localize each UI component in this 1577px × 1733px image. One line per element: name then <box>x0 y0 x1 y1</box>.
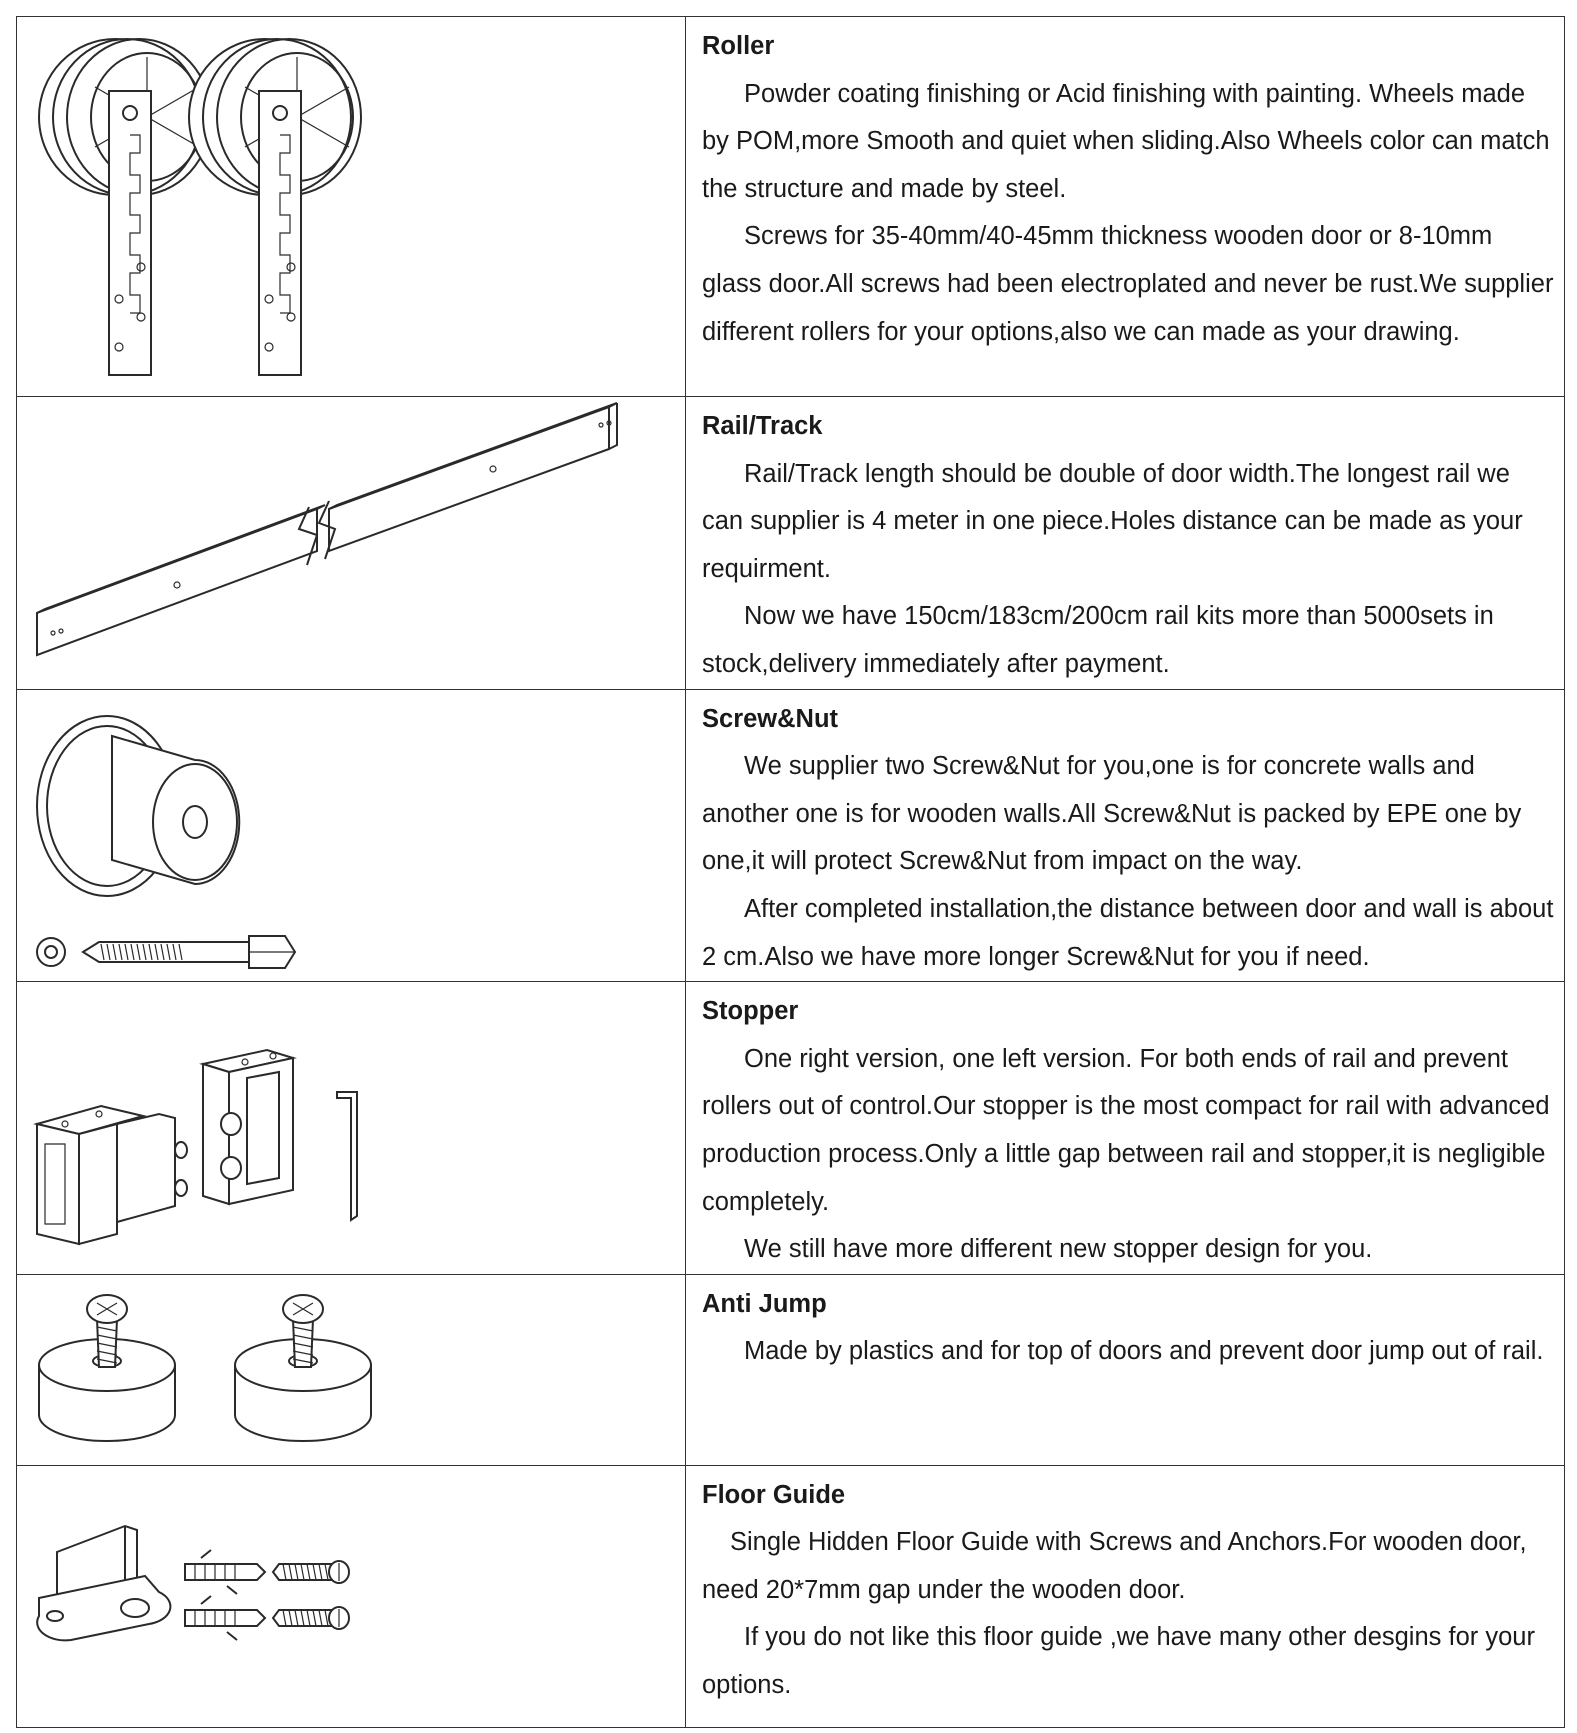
roller-paragraph-2: Screws for 35-40mm/40-45mm thickness wooden door or 8-10mm glass door.All screws had been electroplated and never be rust.We supplier different rollers for your options,also we can made as your drawing. <box>702 222 1554 346</box>
roller-picture-cell <box>17 17 686 397</box>
row-floor-guide <box>17 1465 1565 1727</box>
floor-guide-drawing <box>17 1466 685 1728</box>
screw-nut-title: Screw&Nut <box>702 704 839 733</box>
floor-guide-picture-cell <box>17 1465 686 1727</box>
anti-jump-paragraph-1: Made by plastics and for top of doors and prevent door jump out of rail. <box>744 1337 1544 1366</box>
rail-paragraph-1: Rail/Track length should be double of door width.The longest rail we can supplier is 4 meter in one piece.Holes distance can be made as your requirment. <box>702 459 1523 583</box>
screw-nut-drawing <box>17 690 685 977</box>
row-roller <box>17 17 1565 397</box>
row-screw-nut <box>17 689 1565 982</box>
roller-paragraph-1: Powder coating finishing or Acid finishing with painting. Wheels made by POM,more Smooth and quiet when sliding.Also Wheels color can match the structure and made by steel. <box>702 79 1550 203</box>
roller-drawing <box>17 17 685 397</box>
rail-drawing <box>17 397 685 683</box>
floor-guide-paragraph-1: Single Hidden Floor Guide with Screws and Anchors.For wooden door, need 20*7mm gap under the wooden door. <box>702 1528 1527 1604</box>
row-anti-jump <box>17 1274 1565 1465</box>
anti-jump-description <box>686 1274 1565 1465</box>
screw-nut-picture-cell <box>17 689 686 982</box>
row-rail-track <box>17 397 1565 690</box>
stopper-description <box>686 982 1565 1275</box>
rail-title: Rail/Track <box>702 412 823 440</box>
stopper-title: Stopper <box>702 997 799 1026</box>
row-stopper <box>17 982 1565 1275</box>
roller-title: Roller <box>702 32 775 60</box>
rail-paragraph-2: Now we have 150cm/183cm/200cm rail kits more than 5000sets in stock,delivery immediately after payment. <box>702 602 1494 678</box>
anti-jump-title: Anti Jump <box>702 1289 827 1318</box>
stopper-paragraph-2: We still have more different new stopper design for you. <box>744 1235 1373 1264</box>
roller-description <box>686 17 1565 397</box>
floor-guide-description <box>686 1465 1565 1727</box>
floor-guide-title: Floor Guide <box>702 1480 846 1509</box>
screw-nut-paragraph-1: We supplier two Screw&Nut for you,one is for concrete walls and another one is for wooden walls.All Screw&Nut is packed by EPE one by one,it will protect Screw&Nut from impact on the way. <box>702 752 1522 876</box>
stopper-paragraph-1: One right version, one left version. For both ends of rail and prevent rollers out of control.Our stopper is the most compact for rail with advanced production process.Only a little gap between rail and stopper,it is negligible completely. <box>702 1044 1550 1216</box>
stopper-drawing <box>17 982 685 1268</box>
anti-jump-drawing <box>17 1275 685 1466</box>
anti-jump-picture-cell <box>17 1274 686 1465</box>
floor-guide-paragraph-2: If you do not like this floor guide ,we have many other desgins for your options. <box>702 1623 1535 1700</box>
screw-nut-description <box>686 689 1565 982</box>
product-spec-table <box>16 16 1565 1728</box>
screw-nut-paragraph-2: After completed installation,the distance between door and wall is about 2 cm.Also we have more longer Screw&Nut for you if need. <box>702 894 1554 971</box>
stopper-picture-cell <box>17 982 686 1275</box>
rail-picture-cell <box>17 397 686 690</box>
rail-description <box>686 397 1565 690</box>
